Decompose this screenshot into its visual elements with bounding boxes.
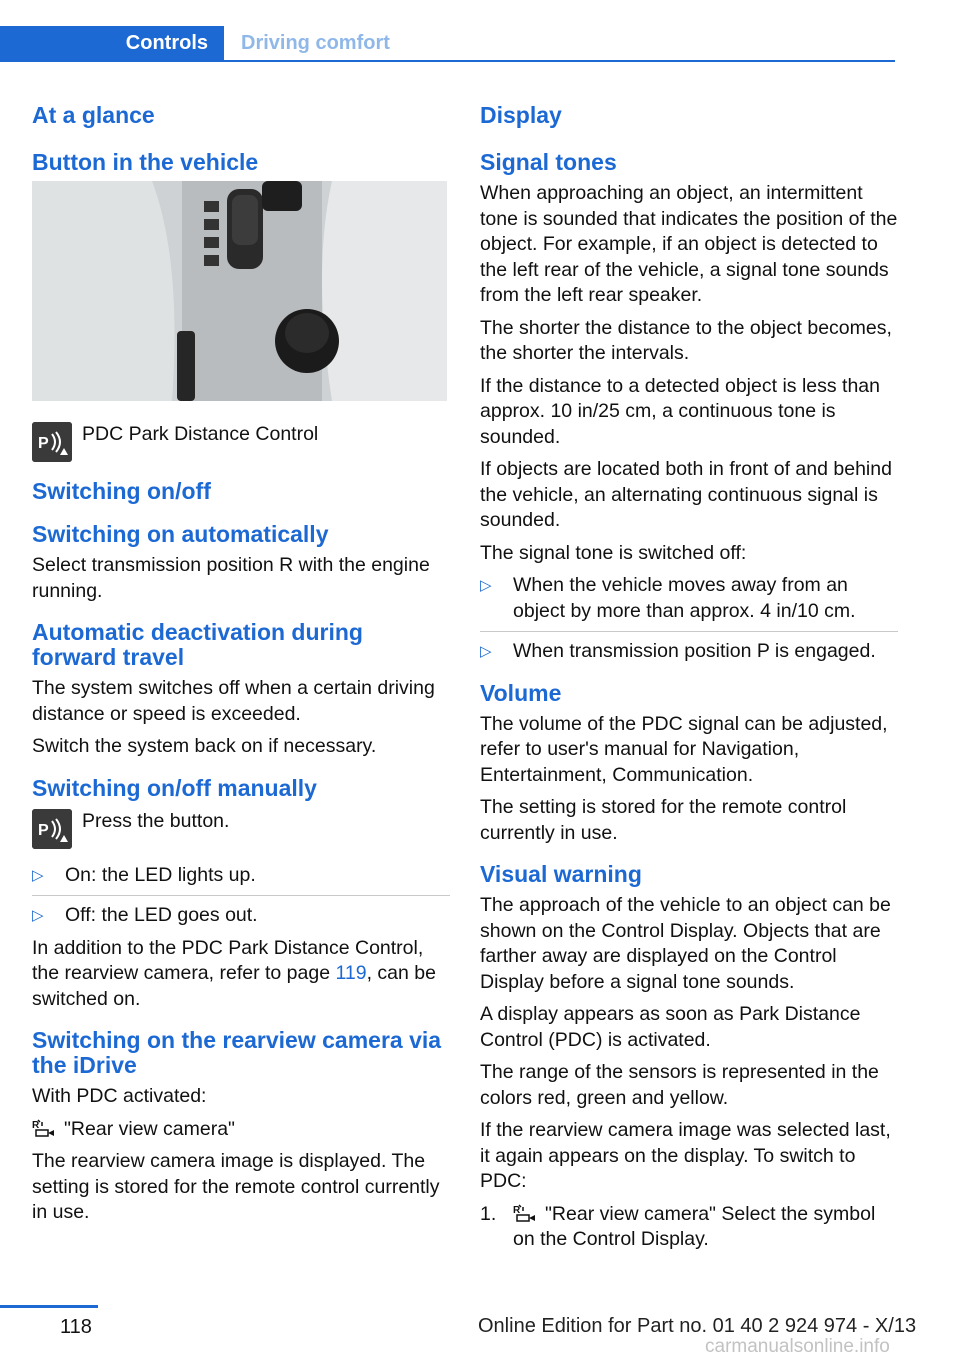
pdc-button-icon bbox=[32, 422, 72, 462]
press-button-line bbox=[32, 809, 450, 849]
list-item: ▷ When transmission position P is engaged. bbox=[480, 639, 898, 665]
signal-off-bullet-list bbox=[480, 573, 898, 665]
switch-to-pdc-steps bbox=[480, 1202, 898, 1253]
paragraph-signal-5: The signal tone is switched off: bbox=[480, 541, 747, 564]
svg-text:R: R bbox=[32, 1119, 40, 1131]
left-column bbox=[32, 100, 450, 1233]
heading-display: Display bbox=[480, 102, 562, 128]
list-item: ▷ On: the LED lights up. bbox=[32, 863, 450, 897]
press-button-text: Press the button. bbox=[82, 809, 230, 832]
tab-driving-comfort[interactable]: Driving comfort bbox=[241, 32, 390, 54]
list-item bbox=[480, 1202, 898, 1253]
watermark: carmanualsonline.info bbox=[705, 1336, 890, 1357]
heading-visual-warning: Visual warning bbox=[480, 861, 642, 887]
paragraph-signal-3: If the distance to a detected object is less than approx. 10 in/25 cm, a continuous tone is sounded. bbox=[480, 374, 880, 448]
paragraph-with-pdc: With PDC activated: bbox=[32, 1085, 207, 1107]
heading-switching-on-automatically: Switching on automatically bbox=[32, 521, 329, 547]
edition-text: Online Edition for Part no. 01 40 2 924 974 - X/13 bbox=[478, 1315, 917, 1337]
page-number: 118 bbox=[60, 1316, 92, 1338]
header-tabs bbox=[0, 26, 895, 62]
paragraph-auto-on: Select transmission position R with the engine running. bbox=[32, 554, 430, 602]
page-119-link[interactable]: 119 bbox=[335, 962, 367, 984]
pdc-button-icon bbox=[32, 809, 72, 849]
heading-switching-on-off: Switching on/off bbox=[32, 478, 211, 504]
svg-text:P: P bbox=[38, 435, 49, 452]
paragraph-visual-1: The approach of the vehicle to an object can be shown on the Control Display. Objects that are farther away are displayed on the Control Display before a signal tone sounds. bbox=[480, 894, 891, 993]
paragraph-visual-4: If the rearview camera image was selected last, it again appears on the display. To switch to PDC: bbox=[480, 1119, 891, 1192]
heading-manual-switching: Switching on/off manually bbox=[32, 774, 317, 801]
list-item: ▷ Off: the LED goes out. bbox=[32, 903, 450, 929]
paragraph-visual-3: The range of the sensors is represented in the colors red, green and yellow. bbox=[480, 1061, 879, 1109]
paragraph-volume-1: The volume of the PDC signal can be adjusted, refer to user's manual for Navigation, Entertainment, Communication. bbox=[480, 712, 888, 786]
heading-at-a-glance: At a glance bbox=[32, 102, 155, 128]
led-bullet-list bbox=[32, 863, 450, 929]
rear-camera-icon bbox=[513, 1203, 539, 1223]
bullet-arrow-icon: ▷ bbox=[480, 643, 492, 660]
paragraph-camera-displayed: The rearview camera image is displayed. The setting is stored for the remote control currently in use. bbox=[32, 1150, 440, 1223]
rear-camera-icon bbox=[32, 1118, 58, 1138]
paragraph-auto-off-2: Switch the system back on if necessary. bbox=[32, 735, 377, 757]
paragraph-signal-1: When approaching an object, an intermittent tone is sounded that indicates the position of the object. For example, if an object is detected to the left rear of the vehicle, a signal tone sounds from the left rear speaker. bbox=[480, 182, 898, 306]
paragraph-auto-off-1: The system switches off when a certain driving distance or speed is exceeded. bbox=[32, 677, 435, 725]
paragraph-volume-2: The setting is stored for the remote control currently in use. bbox=[480, 796, 847, 844]
heading-volume: Volume bbox=[480, 679, 562, 706]
right-column bbox=[480, 100, 898, 1253]
paragraph-signal-4: If objects are located both in front of and behind the vehicle, an alternating continuous signal is sounded. bbox=[480, 458, 892, 531]
footer-rule bbox=[0, 1305, 98, 1308]
bullet-arrow-icon: ▷ bbox=[32, 866, 44, 884]
list-item: ▷ When the vehicle moves away from an object by more than approx. 4 in/10 cm. bbox=[480, 573, 898, 632]
paragraph-signal-2: The shorter the distance to the object becomes, the shorter the intervals. bbox=[480, 316, 892, 364]
heading-signal-tones: Signal tones bbox=[480, 149, 617, 175]
pdc-caption-text: PDC Park Distance Control bbox=[82, 423, 319, 445]
paragraph-rear-view-camera: R "Rear view camera" bbox=[32, 1117, 235, 1140]
paragraph-visual-2: A display appears as soon as Park Distance Control (PDC) is activated. bbox=[480, 1003, 861, 1051]
bullet-arrow-icon: ▷ bbox=[32, 907, 44, 924]
tab-controls[interactable]: Controls bbox=[0, 26, 224, 61]
heading-automatic-deactivation: Automatic deactivation during forward travel bbox=[32, 619, 363, 670]
vehicle-console-photo bbox=[32, 181, 447, 401]
paragraph-rearview-addition: In addition to the PDC Park Distance Control, the rearview camera, refer to page 119, can be switched on. bbox=[32, 936, 436, 1010]
pdc-icon-caption bbox=[32, 422, 450, 462]
heading-button-in-vehicle: Button in the vehicle bbox=[32, 149, 259, 175]
heading-rearview-idrive: Switching on the rearview camera via the iDrive bbox=[32, 1027, 442, 1078]
step-text: "Rear view camera" Select the symbol on the Control Display. bbox=[513, 1202, 876, 1250]
bullet-arrow-icon: ▷ bbox=[480, 577, 492, 594]
step-number: 1. bbox=[480, 1202, 497, 1225]
svg-text:P: P bbox=[38, 821, 49, 839]
svg-text:R: R bbox=[513, 1204, 521, 1216]
